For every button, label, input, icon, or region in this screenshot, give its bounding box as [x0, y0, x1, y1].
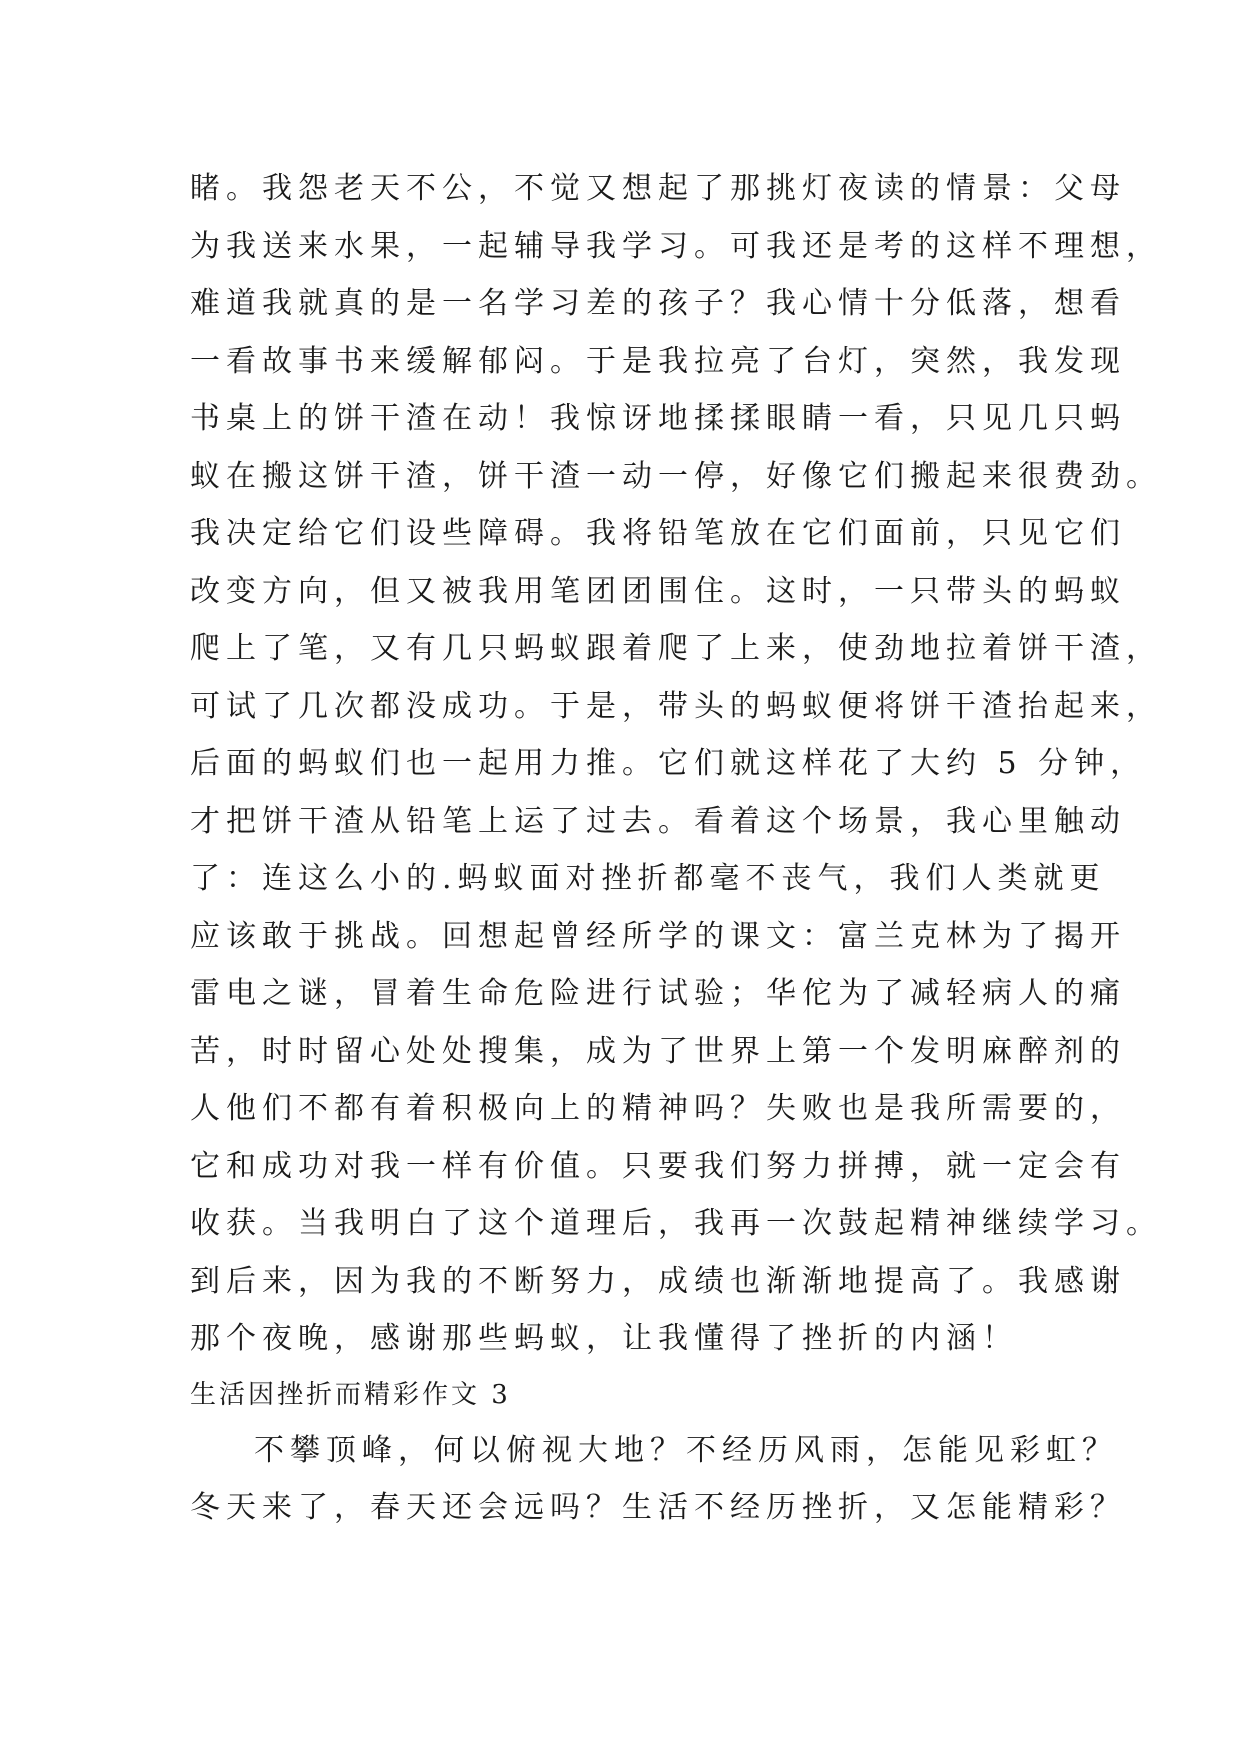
- text-line: 难道我就真的是一名学习差的孩子？我心情十分低落，想看: [190, 286, 1126, 321]
- text-line: 了：连这么小的.蚂蚁面对挫折都毫不丧气，我们人类就更: [190, 861, 1106, 896]
- body-text: [190, 160, 1162, 1537]
- text-line: 我决定给它们设些障碍。我将铅笔放在它们面前，只见它们: [190, 516, 1126, 551]
- section-heading: 生活因挫折而精彩作文 3: [190, 1379, 511, 1410]
- text-line: 那个夜晚，感谢那些蚂蚁，让我懂得了挫折的内涵！: [190, 1321, 1018, 1356]
- text-line: 后面的蚂蚁们也一起用力推。它们就这样花了大约 5 分钟，: [190, 746, 1147, 781]
- text-line: 睹。我怨老天不公，不觉又想起了那挑灯夜读的情景：父母: [190, 171, 1126, 206]
- text-line: 收获。当我明白了这个道理后，我再一次鼓起精神继续学习。: [190, 1206, 1162, 1241]
- text-line: 它和成功对我一样有价值。只要我们努力拼搏，就一定会有: [190, 1148, 1126, 1184]
- text-line: 才把饼干渣从铅笔上运了过去。看着这个场景，我心里触动: [190, 803, 1126, 839]
- text-line: 一看故事书来缓解郁闷。于是我拉亮了台灯，突然，我发现: [190, 343, 1126, 379]
- text-line: 不攀顶峰，何以俯视大地？不经历风雨，怎能见彩虹？: [254, 1432, 1118, 1468]
- text-line: 冬天来了，春天还会远吗？生活不经历挫折，又怎能精彩？: [190, 1490, 1126, 1525]
- text-line: 人他们不都有着积极向上的精神吗？失败也是我所需要的，: [190, 1091, 1126, 1126]
- text-line: 书桌上的饼干渣在动！我惊讶地揉揉眼睛一看，只见几只蚂: [190, 401, 1126, 436]
- text-line: 改变方向，但又被我用笔团团围住。这时，一只带头的蚂蚁: [190, 573, 1126, 609]
- text-line: 可试了几次都没成功。于是，带头的蚂蚁便将饼干渣抬起来，: [190, 688, 1162, 724]
- text-line: 蚁在搬这饼干渣，饼干渣一动一停，好像它们搬起来很费劲。: [190, 458, 1162, 494]
- text-line: 到后来，因为我的不断努力，成绩也渐渐地提高了。我感谢: [190, 1263, 1126, 1299]
- text-line: 雷电之谜，冒着生命危险进行试验；华佗为了减轻病人的痛: [190, 976, 1126, 1011]
- text-line: 应该敢于挑战。回想起曾经所学的课文：富兰克林为了揭开: [190, 918, 1126, 954]
- text-line: 为我送来水果，一起辅导我学习。可我还是考的这样不理想，: [190, 228, 1162, 264]
- text-line: 苦，时时留心处处搜集，成为了世界上第一个发明麻醉剂的: [190, 1033, 1126, 1069]
- text-line: 爬上了笔，又有几只蚂蚁跟着爬了上来，使劲地拉着饼干渣，: [190, 631, 1162, 666]
